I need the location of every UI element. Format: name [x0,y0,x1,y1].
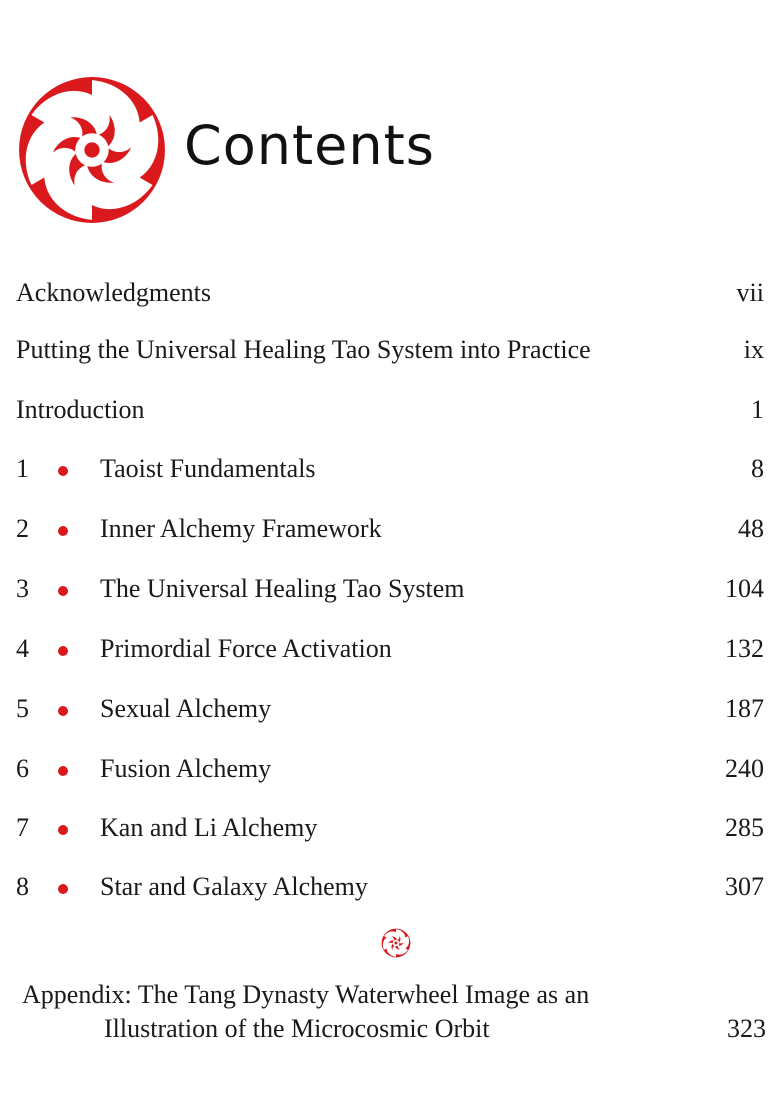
chapter-number: 6 [16,754,29,783]
toc-chapter-8[interactable] [16,872,764,912]
bullet-dot-icon [58,766,68,776]
appendix-page: 323 [727,1014,766,1043]
chapter-page: 132 [725,634,764,663]
chapter-number: 4 [16,634,29,663]
toc-chapter-7[interactable] [16,813,764,853]
appendix-title-line2: Illustration of the Microcosmic Orbit [104,1014,490,1043]
swirl-separator-icon [381,928,411,958]
entry-title: Acknowledgments [16,278,211,307]
chapter-title: Star and Galaxy Alchemy [100,872,368,901]
bullet-dot-icon [58,646,68,656]
chapter-number: 5 [16,694,29,723]
chapter-title: Taoist Fundamentals [100,454,316,483]
toc-chapter-4[interactable] [16,634,764,674]
toc-entry-acknowledgments[interactable] [16,278,764,318]
chapter-title: Kan and Li Alchemy [100,813,318,842]
chapter-number: 8 [16,872,29,901]
chapter-number: 3 [16,574,29,603]
bullet-dot-icon [58,466,68,476]
toc-chapter-5[interactable] [16,694,764,734]
chapter-page: 8 [751,454,764,483]
bullet-dot-icon [58,825,68,835]
toc-entry-introduction[interactable] [16,395,764,435]
chapter-title: Inner Alchemy Framework [100,514,382,543]
bullet-dot-icon [58,586,68,596]
chapter-page: 104 [725,574,764,603]
chapter-page: 187 [725,694,764,723]
chapter-number: 2 [16,514,29,543]
entry-title: Introduction [16,395,145,424]
contents-header [16,74,716,224]
chapter-title: Fusion Alchemy [100,754,272,783]
chapter-page: 240 [725,754,764,783]
entry-page: vii [736,278,764,307]
chapter-page: 48 [738,514,764,543]
entry-title: Putting the Universal Healing Tao System into Practice [16,335,591,364]
bullet-dot-icon [58,884,68,894]
toc-chapter-3[interactable] [16,574,764,614]
chapter-page: 285 [725,813,764,842]
bullet-dot-icon [58,706,68,716]
chapter-title: Sexual Alchemy [100,694,272,723]
toc-chapter-6[interactable] [16,754,764,794]
chapter-title: The Universal Healing Tao System [100,574,465,603]
toc-chapter-2[interactable] [16,514,764,554]
swirl-logo-icon [16,74,168,226]
toc-entry-appendix[interactable] [22,980,766,1050]
appendix-title-line1: Appendix: The Tang Dynasty Waterwheel Image as an [22,980,590,1009]
page-title: Contents [184,114,435,177]
chapter-title: Primordial Force Activation [100,634,392,663]
chapter-page: 307 [725,872,764,901]
chapter-number: 1 [16,454,29,483]
toc-chapter-1[interactable] [16,454,764,494]
chapter-number: 7 [16,813,29,842]
entry-page: ix [743,335,764,364]
toc-entry-practice[interactable] [16,335,764,375]
bullet-dot-icon [58,526,68,536]
entry-page: 1 [751,395,764,424]
